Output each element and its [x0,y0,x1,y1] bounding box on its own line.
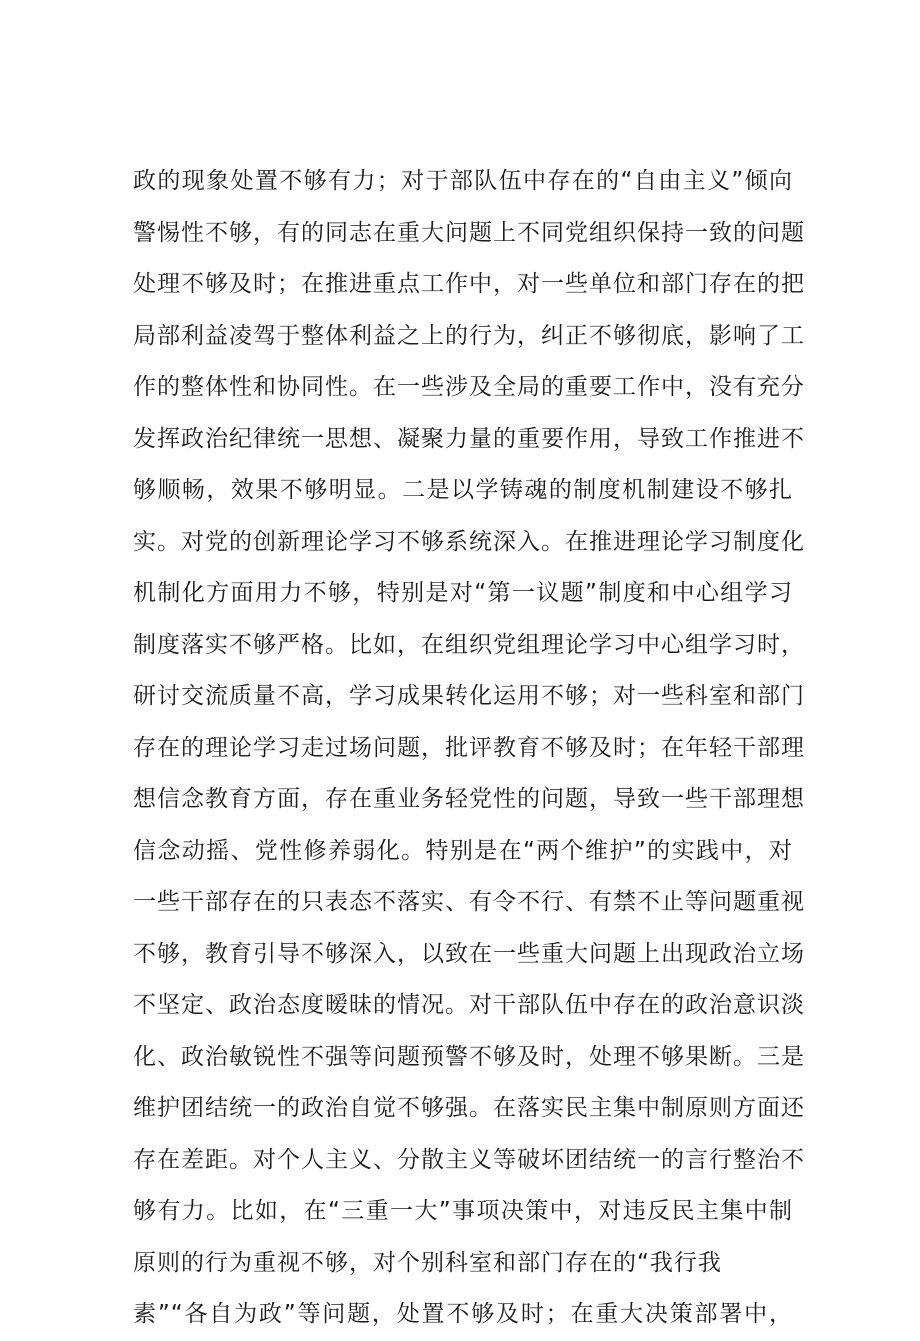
text-line: 作的整体性和协同性。在一些涉及全局的重要工作中，没有充分 [133,374,805,400]
text-line: 机制化方面用力不够，特别是对“第一议题”制度和中心组学习 [133,580,793,606]
text-line: 警惕性不够，有的同志在重大问题上不同党组织保持一致的问题 [133,219,805,246]
text-line: 一些干部存在的只表态不落实、有令不行、有禁不止等问题重视 [133,889,805,915]
text-line: 局部利益凌驾于整体利益之上的行为，纠正不够彻底，影响了工 [133,322,805,349]
text-line: 处理不够及时；在推进重点工作中，对一些单位和部门存在的把 [133,271,805,297]
text-line: 实。对党的创新理论学习不够系统深入。在推进理论学习制度化 [133,528,805,555]
text-line: 原则的行为重视不够，对个别科室和部门存在的“我行我 [133,1249,722,1276]
text-line: 够顺畅，效果不够明显。二是以学铸魂的制度机制建设不够扎 [133,477,793,503]
text-line: 维护团结统一的政治自觉不够强。在落实民主集中制原则方面还 [133,1095,805,1121]
text-line: 发挥政治纪律统一思想、凝聚力量的重要作用，导致工作推进不 [133,425,805,452]
text-line: 不坚定、政治态度暧昧的情况。对干部队伍中存在的政治意识淡 [133,992,805,1018]
text-line: 制度落实不够严格。比如，在组织党组理论学习中心组学习时， [133,631,805,658]
text-line: 研讨交流质量不高，学习成果转化运用不够；对一些科室和部门 [133,683,805,709]
text-line: 存在差距。对个人主义、分散主义等破坏团结统一的言行整治不 [133,1146,805,1173]
text-line: 政的现象处置不够有力；对于部队伍中存在的“自由主义”倾向 [133,168,793,194]
text-line: 存在的理论学习走过场问题，批评教育不够及时；在年轻干部理 [133,734,805,761]
text-line: 够有力。比如，在“三重一大”事项决策中，对违反民主集中制 [133,1198,793,1224]
text-line: 不够，教育引导不够深入，以致在一些重大问题上出现政治立场 [133,940,805,967]
text-line: 信念动摇、党性修养弱化。特别是在“两个维护”的实践中，对 [133,837,793,864]
body-text [133,156,805,1341]
text-line: 想信念教育方面，存在重业务轻党性的问题，导致一些干部理想 [133,786,805,812]
text-line: 化、政治敏锐性不强等问题预警不够及时，处理不够果断。三是 [133,1043,805,1070]
text-line: 素”“各自为政”等问题，处置不够及时；在重大决策部署中， [133,1301,793,1327]
